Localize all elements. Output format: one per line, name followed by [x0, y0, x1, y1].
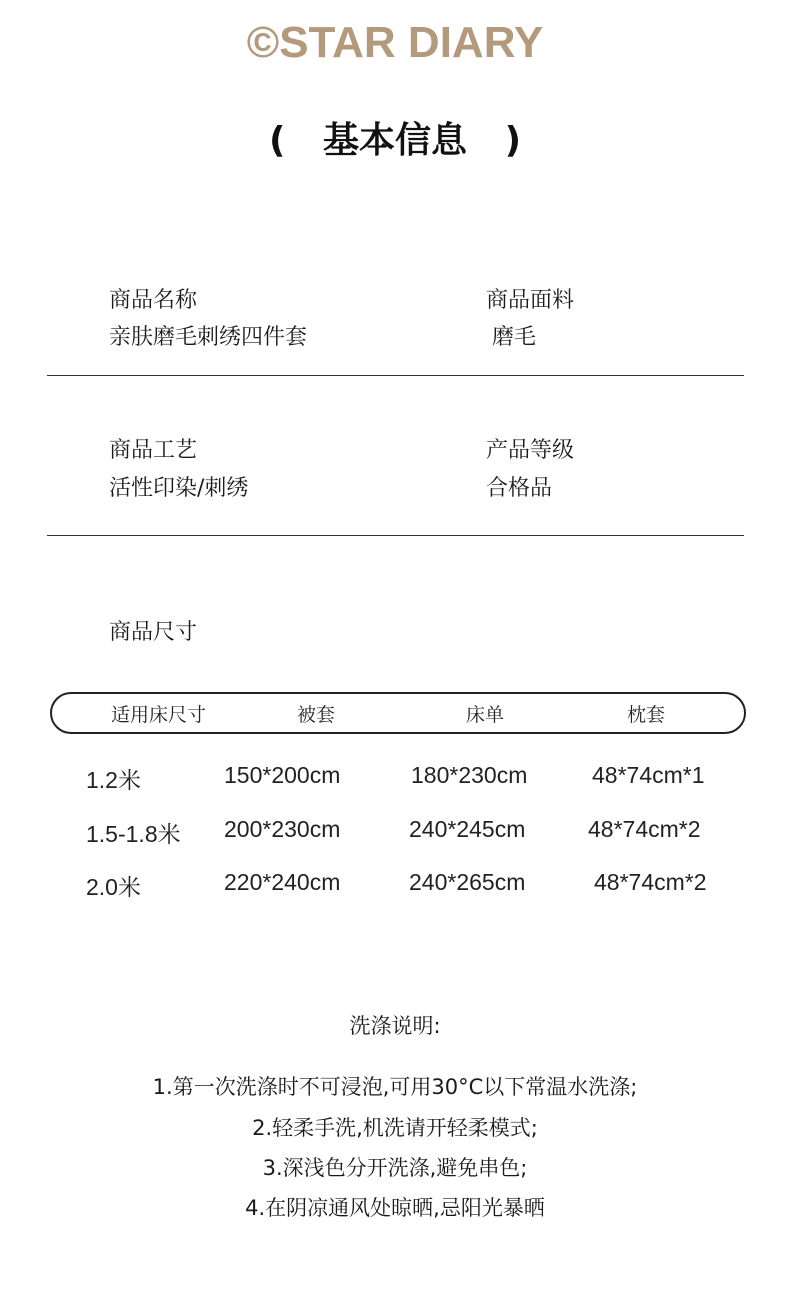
wash-instruction-line: 4.在阴凉通风处晾晒,忌阳光暴晒: [245, 1196, 545, 1220]
product-grade-value: 合格品: [486, 476, 553, 501]
product-craft-label: 商品工艺: [109, 438, 198, 463]
table-cell: 2.0米: [86, 874, 141, 900]
table-cell: 1.5-1.8米: [86, 821, 181, 847]
product-size-label: 商品尺寸: [109, 620, 198, 645]
wash-instructions-title: 洗涤说明:: [349, 1014, 441, 1038]
table-cell: 48*74cm*2: [594, 869, 707, 895]
table-cell: 240*245cm: [409, 816, 526, 842]
table-cell: 48*74cm*1: [592, 762, 705, 788]
product-fabric-label: 商品面料: [486, 288, 575, 313]
product-name-label: 商品名称: [109, 288, 198, 313]
header-pillowcase: 枕套: [627, 704, 666, 726]
divider-1: [47, 375, 744, 376]
product-fabric-value: 磨毛: [492, 325, 537, 350]
divider-2: [47, 535, 744, 536]
product-craft-value: 活性印染/刺绣: [109, 476, 249, 501]
header-bed-size: 适用床尺寸: [111, 704, 207, 726]
product-grade-label: 产品等级: [486, 438, 575, 463]
table-cell: 150*200cm: [224, 762, 341, 788]
wash-instruction-line: 3.深浅色分开洗涤,避免串色;: [262, 1156, 528, 1180]
table-cell: 180*230cm: [411, 762, 528, 788]
wash-instruction-line: 2.轻柔手洗,机洗请开轻柔模式;: [252, 1116, 538, 1140]
wash-instruction-line: 1.第一次洗涤时不可浸泡,可用30°C以下常温水洗涤;: [152, 1075, 638, 1099]
header-duvet-cover: 被套: [297, 704, 336, 726]
product-name-value: 亲肤磨毛刺绣四件套: [109, 325, 308, 350]
table-cell: 1.2米: [86, 767, 141, 793]
table-cell: 240*265cm: [409, 869, 526, 895]
header-bed-sheet: 床单: [466, 704, 505, 726]
table-cell: 48*74cm*2: [588, 816, 701, 842]
brand-logo: ©STAR DIARY: [246, 18, 544, 67]
section-title: ( 基本信息 ): [268, 120, 522, 161]
table-cell: 200*230cm: [224, 816, 341, 842]
table-cell: 220*240cm: [224, 869, 341, 895]
